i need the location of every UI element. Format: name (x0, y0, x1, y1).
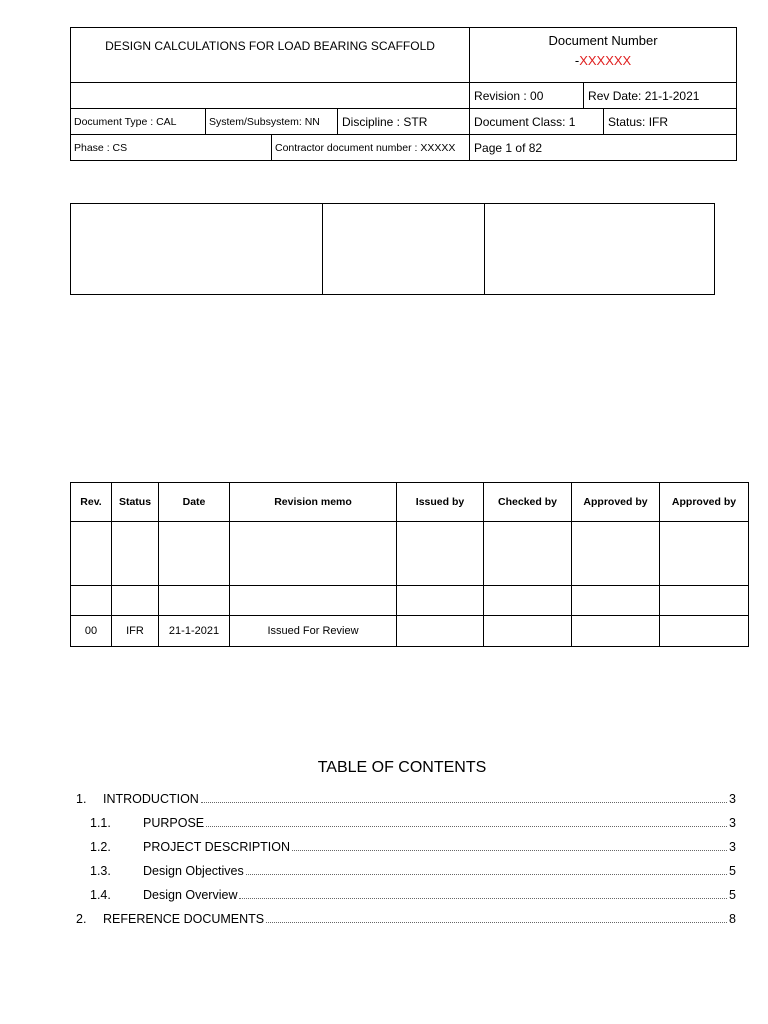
table-cell (159, 522, 230, 586)
document-number-label: Document Number (548, 33, 658, 48)
logo-box-middle (323, 204, 485, 295)
table-row (71, 586, 749, 616)
table-cell (112, 586, 159, 616)
toc-leader (266, 922, 727, 923)
document-number-placeholder: XXXXXX (579, 53, 632, 68)
toc-leader (206, 826, 727, 827)
table-cell (660, 586, 749, 616)
table-cell (230, 586, 397, 616)
toc-item-label: INTRODUCTION (103, 792, 199, 806)
page-count-cell: Page 1 of 82 (470, 135, 737, 161)
toc-item-label: REFERENCE DOCUMENTS (103, 912, 265, 926)
toc-item-label: PURPOSE (143, 816, 205, 830)
toc-list (76, 792, 736, 936)
toc-item-number: 2. (76, 912, 87, 926)
toc-item-page: 3 (729, 840, 736, 854)
table-row (71, 522, 749, 586)
document-class-cell: Document Class: 1 (470, 109, 604, 135)
toc-leader (201, 802, 727, 803)
discipline-cell: Discipline : STR (338, 109, 470, 135)
toc-item-label: Design Objectives (143, 864, 244, 878)
revision-header-issued-by: Issued by (397, 483, 484, 522)
toc-leader (246, 874, 727, 875)
revision-header-date: Date (159, 483, 230, 522)
table-row (71, 616, 749, 647)
table-cell (660, 522, 749, 586)
revision-header-rev: Rev. (71, 483, 112, 522)
table-cell (484, 586, 572, 616)
toc-item-number: 1.2. (90, 840, 111, 854)
revision-cell: Revision : 00 (470, 83, 584, 109)
phase-cell: Phase : CS (71, 135, 272, 161)
revision-header-approved-by: Approved by (572, 483, 660, 522)
table-cell (572, 522, 660, 586)
toc-item-page: 8 (729, 912, 736, 926)
document-type-cell: Document Type : CAL (71, 109, 206, 135)
document-title: DESIGN CALCULATIONS FOR LOAD BEARING SCAFFOLD (71, 28, 470, 83)
revision-header-memo: Revision memo (230, 483, 397, 522)
table-cell (572, 616, 660, 647)
logo-signature-box (70, 203, 715, 295)
document-number-prefix: - (574, 53, 580, 68)
table-cell (660, 616, 749, 647)
toc-item-page: 3 (729, 816, 736, 830)
table-cell (71, 586, 112, 616)
toc-item-number: 1.1. (90, 816, 111, 830)
table-cell (572, 586, 660, 616)
revision-header-approved-by-2: Approved by (660, 483, 749, 522)
table-cell (112, 522, 159, 586)
table-cell: Issued For Review (230, 616, 397, 647)
toc-item-label: PROJECT DESCRIPTION (143, 840, 291, 854)
table-cell: 21-1-2021 (159, 616, 230, 647)
table-cell (397, 586, 484, 616)
toc-item[interactable] (76, 888, 736, 912)
toc-item[interactable] (76, 816, 736, 840)
toc-item[interactable] (76, 912, 736, 936)
revision-header-row (71, 483, 749, 522)
toc-item-page: 5 (729, 888, 736, 902)
logo-box-right (485, 204, 715, 295)
toc-leader (239, 898, 727, 899)
system-subsystem-cell: System/Subsystem: NN (206, 109, 338, 135)
table-cell (159, 586, 230, 616)
logo-box-left (71, 204, 323, 295)
toc-item-page: 5 (729, 864, 736, 878)
toc-item-number: 1.3. (90, 864, 111, 878)
table-cell: 00 (71, 616, 112, 647)
toc-item-number: 1.4. (90, 888, 111, 902)
document-header (70, 27, 737, 161)
document-number-value (470, 52, 736, 70)
revision-header-checked-by: Checked by (484, 483, 572, 522)
toc-item[interactable] (76, 840, 736, 864)
toc-item-label: Design Overview (143, 888, 238, 902)
rev-date-cell: Rev Date: 21-1-2021 (584, 83, 737, 109)
table-cell (397, 616, 484, 647)
revision-table (70, 482, 749, 647)
table-cell (71, 522, 112, 586)
toc-item-number: 1. (76, 792, 87, 806)
table-cell (484, 616, 572, 647)
toc-item-page: 3 (729, 792, 736, 806)
toc-leader (292, 850, 727, 851)
toc-item[interactable] (76, 864, 736, 888)
document-number-box (470, 28, 737, 83)
toc-title: TABLE OF CONTENTS (317, 759, 487, 776)
table-cell: IFR (112, 616, 159, 647)
status-cell: Status: IFR (604, 109, 737, 135)
revision-header-status: Status (112, 483, 159, 522)
contractor-document-number-cell: Contractor document number : XXXXX (272, 135, 470, 161)
toc-item[interactable] (76, 792, 736, 816)
table-cell (397, 522, 484, 586)
table-cell (484, 522, 572, 586)
table-cell (230, 522, 397, 586)
title-spacer (71, 83, 470, 109)
